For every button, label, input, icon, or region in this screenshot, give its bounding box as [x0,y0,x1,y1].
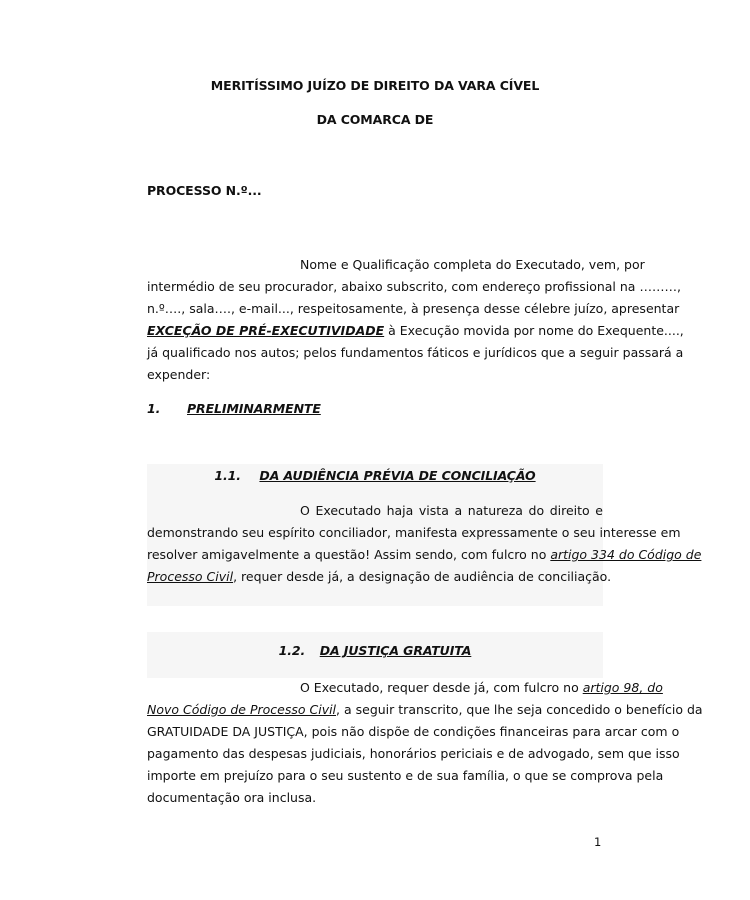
s11-line-3: resolver amigavelmente a questão! Assim sendo, com fulcro no [147,547,551,562]
section-1-2-heading [0,643,750,658]
court-heading-2 [0,112,750,127]
cpc-reference: Processo Civil [147,569,234,584]
section-1-2-title: DA JUSTIÇA GRATUITA [319,643,472,658]
section-1-heading [147,401,321,416]
intro-line-5: já qualificado nos autos; pelos fundamentos fáticos e jurídicos que a seguir passará a [147,345,684,360]
s12-line-1: O Executado, requer desde já, com fulcro no [300,680,583,695]
s12-line-6: documentação ora inclusa. [147,790,317,805]
page-number: 1 [594,835,602,849]
article-334-reference: artigo 334 do Código de [550,547,702,562]
section-1-2-paragraph [147,677,703,809]
section-1-1-heading [0,468,750,483]
exception-title: EXCEÇÃO DE PRÉ-EXECUTIVIDADE [147,323,385,338]
section-1-number: 1. [147,401,161,416]
court-heading-line2: DA COMARCA DE [316,112,434,127]
s11-line-1: O Executado haja vista a natureza do direito e [300,503,603,518]
section-1-1-paragraph [147,500,702,588]
article-98-reference: artigo 98, do [582,680,663,695]
intro-line-4: à Execução movida por nome do Exequente...., [384,323,684,338]
s11-line-4: , requer desde já, a designação de audiência de conciliação. [233,569,612,584]
section-1-2-number: 1.2. [278,643,306,658]
intro-line-3: n.º…., sala…., e-mail..., respeitosamente, à presença desse célebre juízo, apresentar [147,301,680,316]
intro-paragraph [147,254,684,386]
intro-line-6: expender: [147,367,211,382]
s12-line-2: , a seguir transcrito, que lhe seja concedido o benefício da [336,702,703,717]
court-heading [0,78,750,93]
section-1-1-title: DA AUDIÊNCIA PRÉVIA DE CONCILIAÇÃO [259,468,536,483]
process-number: PROCESSO N.º... [147,183,262,198]
ncpc-reference: Novo Código de Processo Civil [147,702,337,717]
s12-line-5: importe em prejuízo para o seu sustento e de sua família, o que se comprova pela [147,768,664,783]
intro-line-2: intermédio de seu procurador, abaixo subscrito, com endereço profissional na ………, [147,279,681,294]
s12-line-4: pagamento das despesas judiciais, honorários periciais e de advogado, sem que isso [147,746,680,761]
court-heading-line1: MERITÍSSIMO JUÍZO DE DIREITO DA VARA CÍVEL [210,78,540,93]
section-1-1-number: 1.1. [214,468,241,483]
s12-line-3: GRATUIDADE DA JUSTIÇA, pois não dispõe de condições financeiras para arcar com o [147,724,680,739]
s11-line-2: demonstrando seu espírito conciliador, manifesta expressamente o seu interesse em [147,525,681,540]
intro-line-1: Nome e Qualificação completa do Executado, vem, por [300,257,645,272]
section-1-title: PRELIMINARMENTE [187,401,321,416]
